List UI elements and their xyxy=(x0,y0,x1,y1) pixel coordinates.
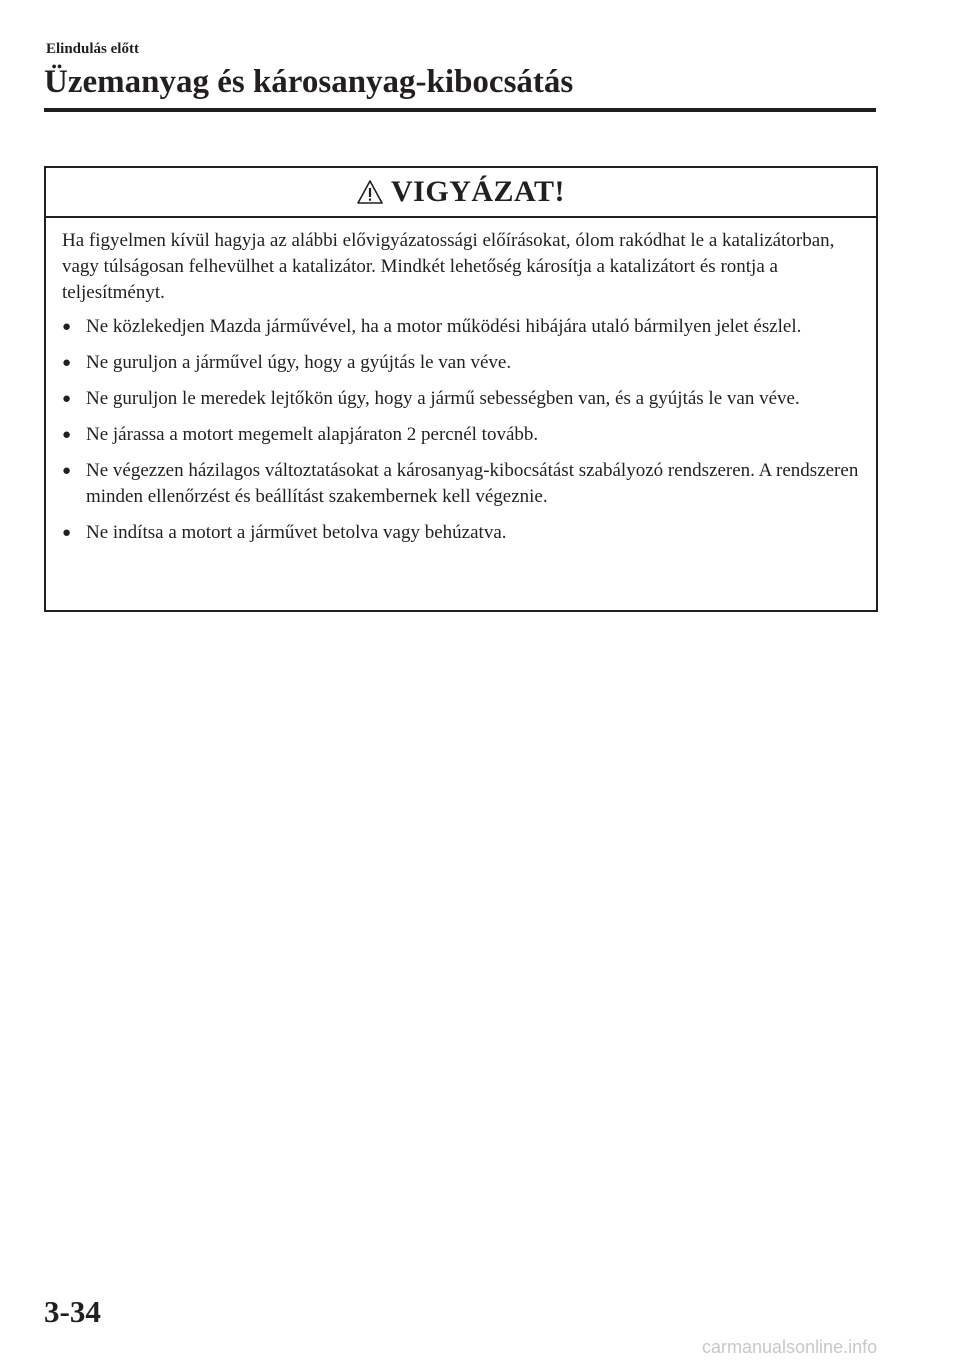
list-item xyxy=(62,386,860,412)
page-number: 3-34 xyxy=(44,1294,101,1329)
list-item xyxy=(62,422,860,448)
caution-title: VIGYÁZAT! xyxy=(391,175,565,208)
title-rule xyxy=(44,108,876,112)
caution-header xyxy=(46,168,876,218)
caution-box xyxy=(44,166,878,612)
warning-triangle-icon xyxy=(357,179,383,205)
list-item-text: Ne közlekedjen Mazda járművével, ha a motor működési hibájára utaló bármilyen jelet észlel. xyxy=(86,316,802,337)
section-label: Elindulás előtt xyxy=(46,41,139,57)
caution-intro: Ha figyelmen kívül hagyja az alábbi elővigyázatossági előírásokat, ólom rakódhat le a katalizátorban, vagy túlságosan felhevülhet a katalizátor. Mindkét lehetőség károsítja a katalizátort és rontja a teljesítményt. xyxy=(62,230,835,303)
caution-rules-list xyxy=(62,314,860,546)
caution-body xyxy=(46,218,876,546)
bullet-icon: ● xyxy=(62,391,72,407)
list-item xyxy=(62,350,860,376)
list-item-text: Ne végezzen házilagos változtatásokat a károsanyag-kibocsátást szabályozó rendszeren. A rendszeren minden ellenőrzést és beállítást szakembernek kell végeznie. xyxy=(86,460,859,507)
page-title: Üzemanyag és károsanyag-kibocsátás xyxy=(44,64,574,100)
bullet-icon: ● xyxy=(62,463,72,479)
list-item-text: Ne guruljon a járművel úgy, hogy a gyújtás le van véve. xyxy=(86,352,512,373)
list-item-text: Ne járassa a motort megemelt alapjáraton 2 percnél tovább. xyxy=(86,424,539,445)
bullet-icon: ● xyxy=(62,525,72,541)
list-item xyxy=(62,458,860,510)
watermark: carmanualsonline.info xyxy=(702,1337,878,1357)
list-item-text: Ne guruljon le meredek lejtőkön úgy, hogy a jármű sebességben van, és a gyújtás le van véve. xyxy=(86,388,800,409)
bullet-icon: ● xyxy=(62,355,72,371)
list-item-text: Ne indítsa a motort a járművet betolva vagy behúzatva. xyxy=(86,522,507,543)
list-item xyxy=(62,314,860,340)
bullet-icon: ● xyxy=(62,427,72,443)
bullet-icon: ● xyxy=(62,319,72,335)
list-item xyxy=(62,520,860,546)
